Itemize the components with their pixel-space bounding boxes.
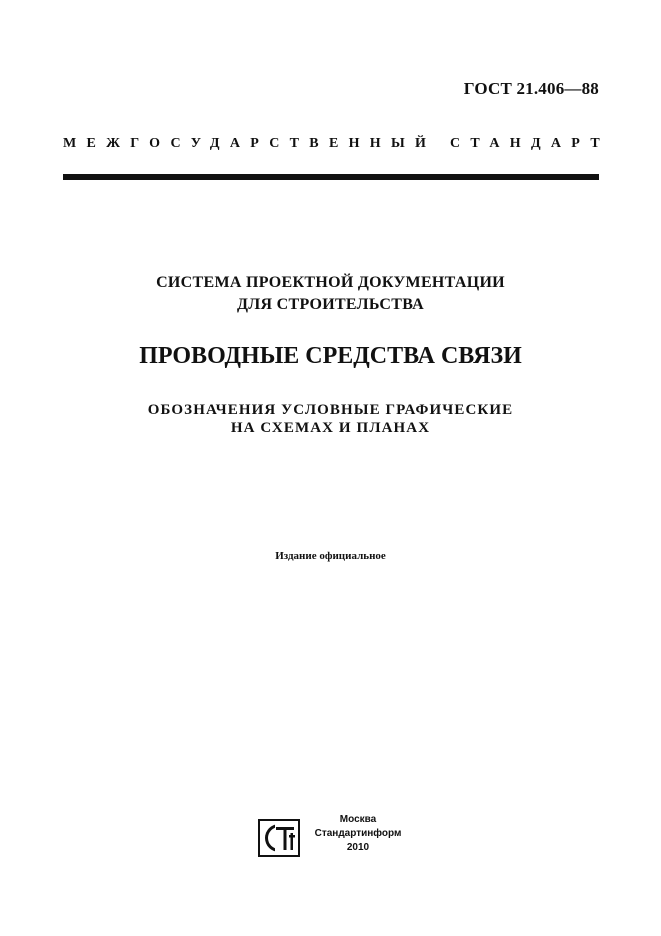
publisher-imprint	[308, 813, 408, 855]
subtitle	[0, 401, 661, 437]
gost-number: ГОСТ 21.406—88	[463, 79, 599, 98]
main-title: ПРОВОДНЫЕ СРЕДСТВА СВЯЗИ	[139, 343, 522, 369]
series-line-1: СИСТЕМА ПРОЕКТНОЙ ДОКУМЕНТАЦИИ	[156, 274, 505, 291]
publisher-city: Москва	[339, 814, 377, 825]
series-line-2: ДЛЯ СТРОИТЕЛЬСТВА	[236, 296, 425, 313]
edition-note: Издание официальное	[275, 550, 386, 562]
header-divider	[63, 174, 599, 180]
publisher-name: Стандартинформ	[314, 828, 402, 839]
publisher-block	[258, 813, 408, 857]
subtitle-line-2: НА СХЕМАХ И ПЛАНАХ	[230, 420, 431, 436]
publication-year: 2010	[346, 842, 370, 853]
subtitle-line-1: ОБОЗНАЧЕНИЯ УСЛОВНЫЕ ГРАФИЧЕСКИЕ	[147, 402, 514, 418]
standard-type-heading: МЕЖГОСУДАРСТВЕННЫЙ СТАНДАРТ	[63, 136, 610, 151]
standartinform-logo-icon	[258, 819, 300, 857]
document-series	[0, 272, 661, 316]
